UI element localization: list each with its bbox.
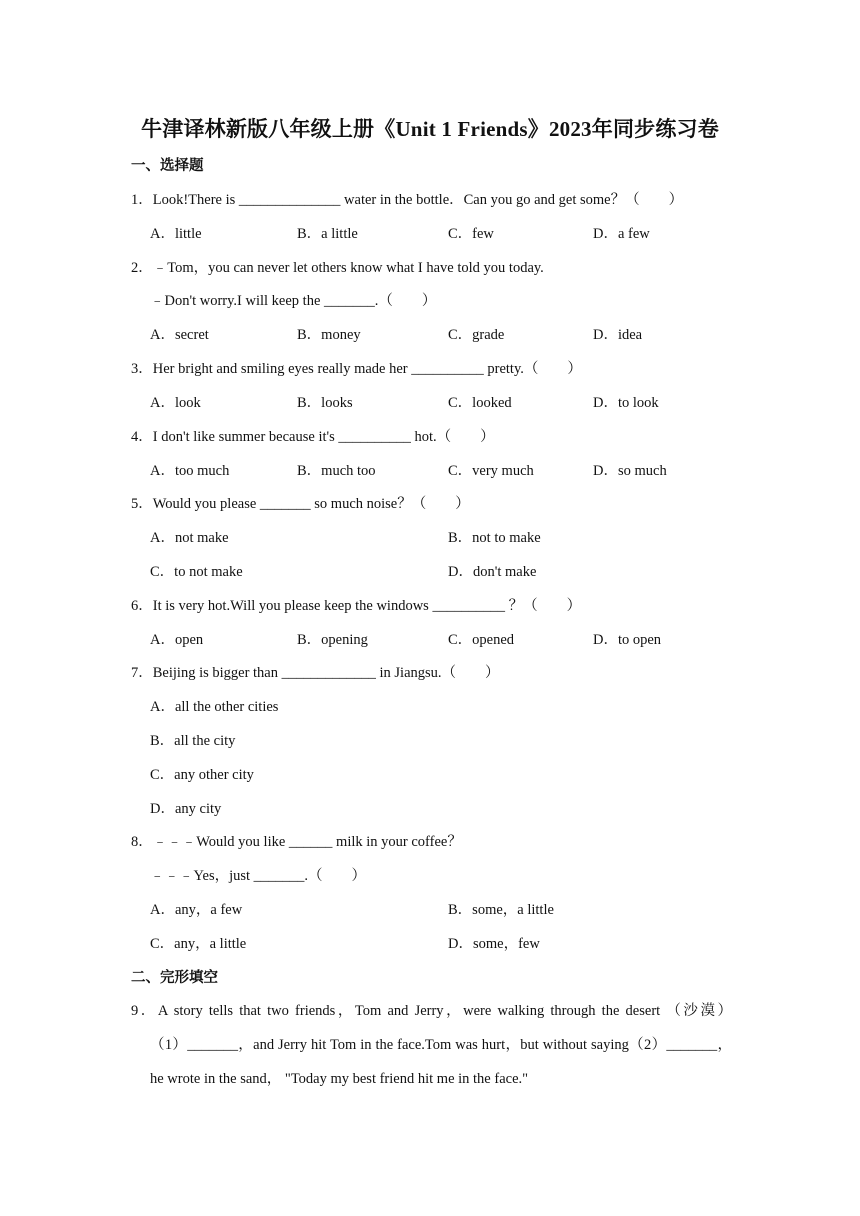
question-8-option-a: A．any，a few (150, 902, 243, 918)
question-8-stem-reply: ﹣﹣﹣Yes，just _______.（ ） (150, 868, 367, 884)
question-9-passage-line-2: （1）_______，and Jerry hit Tom in the face.Tom was hurt，but without saying（2）_______， (150, 1037, 732, 1053)
question-5-stem: 5．Would you please _______ so much noise？（ ） (131, 496, 470, 512)
question-1-option-a: A．little (150, 226, 202, 242)
question-6-option-d: D．to open (593, 632, 662, 648)
question-6-option-b: B．opening (297, 632, 368, 648)
question-7-option-b: B．all the city (150, 733, 236, 749)
question-7-option-c: C．any other city (150, 767, 254, 783)
question-1-stem: 1．Look!There is ______________ water in the bottle．Can you go and get some？（ ） (131, 192, 684, 208)
question-2-stem: 2．﹣Tom，you can never let others know what I have told you today. (131, 260, 544, 276)
section-heading-cloze: 二、完形填空 (131, 970, 218, 986)
question-6-option-c: C．opened (448, 632, 515, 648)
section-heading-multiple-choice: 一、选择题 (131, 158, 204, 174)
question-8-option-b: B．some，a little (448, 902, 554, 918)
question-4-option-a: A．too much (150, 463, 230, 479)
question-4-option-c: C．very much (448, 463, 534, 479)
question-3-stem: 3．Her bright and smiling eyes really made her __________ pretty.（ ） (131, 361, 582, 377)
question-8-option-c: C．any，a little (150, 936, 247, 952)
question-2-option-a: A．secret (150, 327, 209, 343)
question-3-option-c: C．looked (448, 395, 512, 411)
question-3-option-a: A．look (150, 395, 201, 411)
question-9-passage-line-3: he wrote in the sand， "Today my best friend hit me in the face." (150, 1071, 529, 1087)
question-4-stem: 4．I don't like summer because it's __________ hot.（ ） (131, 429, 495, 445)
question-6-stem: 6．It is very hot.Will you please keep the windows __________ ？（ ） (131, 598, 582, 614)
question-2-option-d: D．idea (593, 327, 643, 343)
question-3-option-b: B．looks (297, 395, 353, 411)
question-5-option-b: B．not to make (448, 530, 541, 546)
question-5-option-c: C．to not make (150, 564, 243, 580)
question-5-option-d: D．don't make (448, 564, 537, 580)
question-4-option-b: B．much too (297, 463, 376, 479)
page-title: 牛津译林新版八年级上册《Unit 1 Friends》2023年同步练习卷 (141, 117, 719, 141)
question-8-option-d: D．some，few (448, 936, 540, 952)
question-2-option-c: C．grade (448, 327, 505, 343)
question-4-option-d: D．so much (593, 463, 667, 479)
question-8-stem: 8．﹣﹣﹣Would you like ______ milk in your coffee？ (131, 834, 462, 850)
question-9-passage-line-1: 9．A story tells that two friends，Tom and Jerry，were walking through the desert （沙漠） (131, 1003, 732, 1019)
question-7-option-d: D．any city (150, 801, 222, 817)
question-7-stem: 7．Beijing is bigger than _____________ in Jiangsu.（ ） (131, 665, 500, 681)
question-1-option-b: B．a little (297, 226, 358, 242)
question-3-option-d: D．to look (593, 395, 659, 411)
question-1-option-d: D．a few (593, 226, 650, 242)
question-1-option-c: C．few (448, 226, 494, 242)
question-2-stem-reply: ﹣Don't worry.I will keep the _______.（ ） (150, 293, 437, 309)
question-6-option-a: A．open (150, 632, 204, 648)
question-5-option-a: A．not make (150, 530, 229, 546)
question-7-option-a: A．all the other cities (150, 699, 279, 715)
question-2-option-b: B．money (297, 327, 361, 343)
